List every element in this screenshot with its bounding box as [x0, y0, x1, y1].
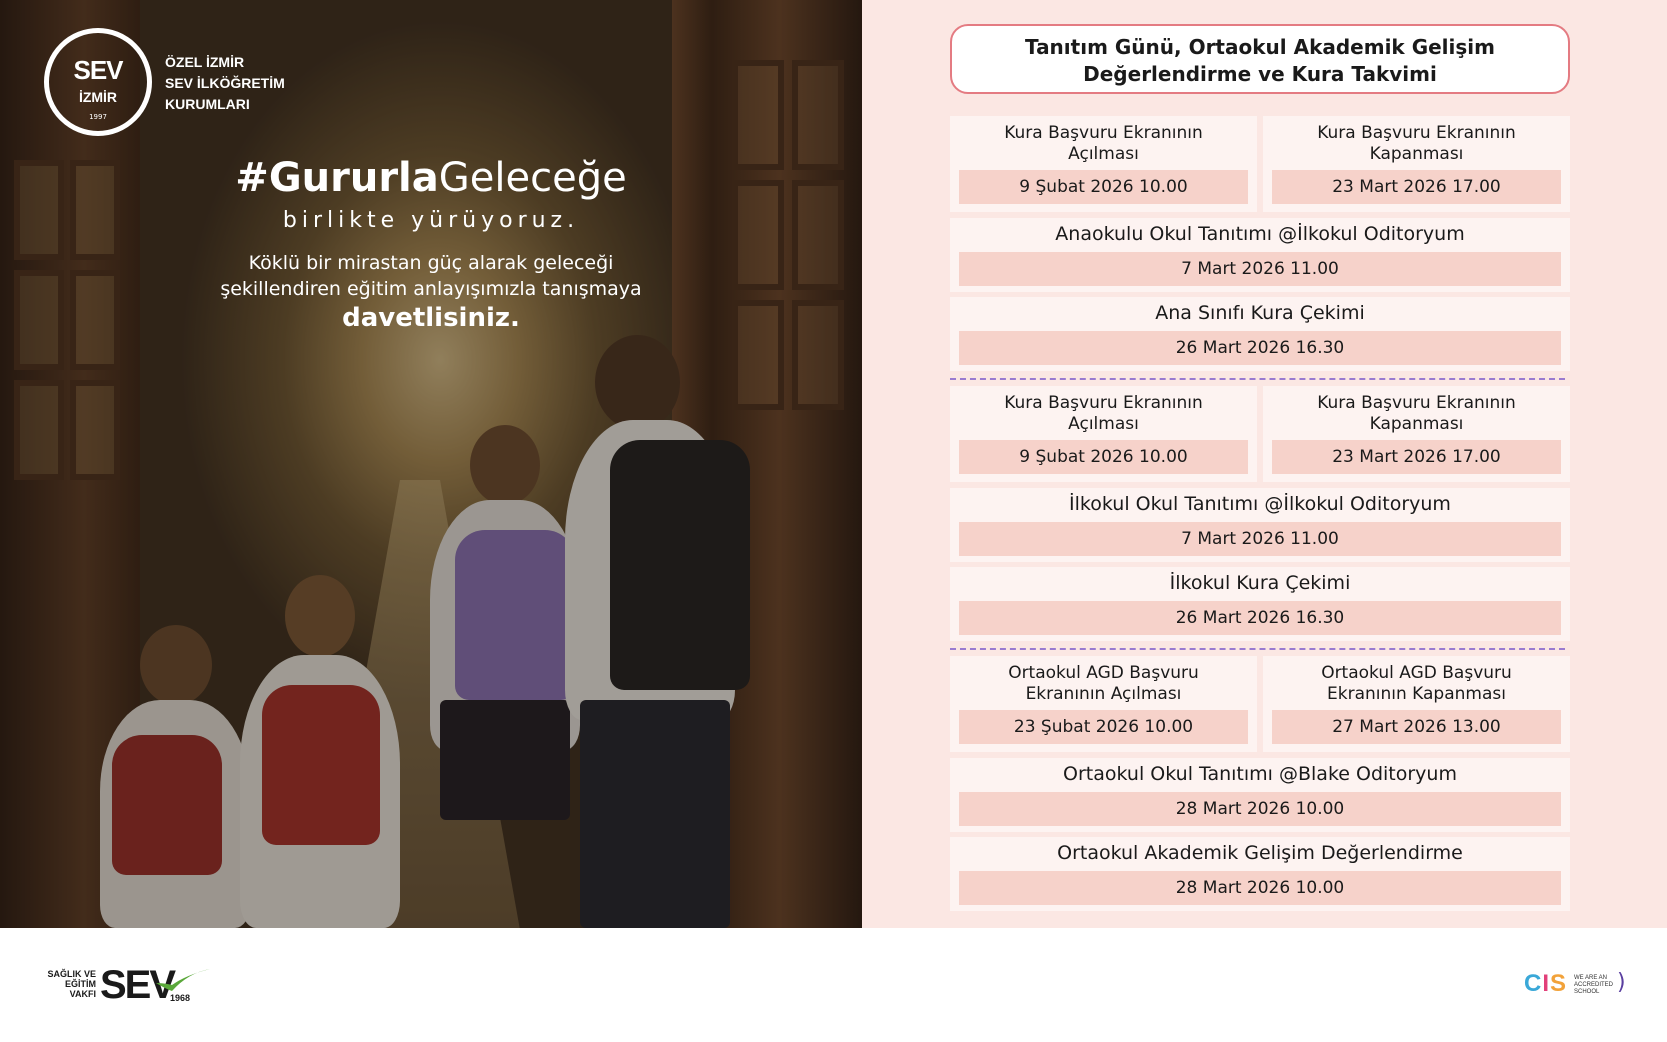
event-date: 23 Mart 2026 17.00 [1272, 440, 1561, 474]
event-label: Ortaokul Akademik Gelişim Değerlendirme [1057, 842, 1463, 864]
text-line: Açılması [1068, 414, 1139, 434]
text-line: WE ARE AN [1574, 975, 1608, 981]
schedule-row-card [950, 218, 1570, 292]
text-line: VAKFI [69, 989, 96, 999]
event-label: Anaokulu Okul Tanıtımı @İlkokul Oditoryum [1055, 223, 1465, 245]
event-date: 28 Mart 2026 10.00 [959, 792, 1561, 826]
intro-text [0, 250, 862, 302]
logo-year-text: 1997 [89, 113, 107, 121]
foundation-name: SEV [100, 963, 175, 1007]
event-date: 23 Mart 2026 17.00 [1272, 170, 1561, 204]
text-line: Ortaokul AGD Başvuru [1321, 663, 1512, 683]
text-line: Kura Başvuru Ekranının [1004, 393, 1203, 413]
event-label [950, 656, 1257, 705]
text-line: Ekranının Kapanması [1327, 684, 1506, 704]
schedule-pair-card [950, 116, 1257, 212]
schedule-title-line: Tanıtım Günü, Ortaokul Akademik Gelişim [1025, 35, 1495, 59]
schedule-pair-card [1263, 386, 1570, 482]
event-date: 7 Mart 2026 11.00 [959, 252, 1561, 286]
text-line: Kapanması [1369, 144, 1464, 164]
event-label [1263, 386, 1570, 435]
text-line: EĞİTİM [65, 979, 96, 989]
text-line: SAĞLIK VE [47, 969, 96, 979]
section-divider [950, 378, 1565, 380]
text-line: Açılması [1068, 144, 1139, 164]
event-label [950, 116, 1257, 165]
event-date: 27 Mart 2026 13.00 [1272, 710, 1561, 744]
text-line: Kura Başvuru Ekranının [1317, 393, 1516, 413]
hashtag-bold: #Gururla [235, 155, 439, 201]
sev-izmir-logo [44, 28, 152, 136]
institution-name [165, 52, 285, 115]
event-label: İlkokul Kura Çekimi [1169, 572, 1351, 594]
photo-overlay [0, 0, 862, 928]
event-label [950, 386, 1257, 435]
event-label: Ana Sınıfı Kura Çekimi [1155, 302, 1365, 324]
schedule-pair-card [950, 386, 1257, 482]
text-line: Ortaokul AGD Başvuru [1008, 663, 1199, 683]
institution-line: ÖZEL İZMİR [165, 54, 245, 70]
hero-photo [0, 0, 862, 928]
foundation-year: 1968 [170, 993, 191, 1003]
foundation-text [44, 969, 96, 999]
event-date: 23 Şubat 2026 10.00 [959, 710, 1248, 744]
schedule-row-card [950, 837, 1570, 911]
event-date: 26 Mart 2026 16.30 [959, 601, 1561, 635]
text-line: Kura Başvuru Ekranının [1317, 123, 1516, 143]
logo-sev-text: SEV [73, 55, 123, 85]
schedule-row-card [950, 567, 1570, 641]
schedule-title [950, 24, 1570, 94]
event-label [1263, 656, 1570, 705]
sev-foundation-logo [44, 965, 204, 1007]
event-date: 9 Şubat 2026 10.00 [959, 440, 1248, 474]
event-date: 26 Mart 2026 16.30 [959, 331, 1561, 365]
event-date: 28 Mart 2026 10.00 [959, 871, 1561, 905]
text-line: Kapanması [1369, 414, 1464, 434]
schedule-title-line: Değerlendirme ve Kura Takvimi [1083, 62, 1437, 86]
event-label: İlkokul Okul Tanıtımı @İlkokul Oditoryum [1069, 493, 1451, 515]
schedule-row-card [950, 758, 1570, 832]
schedule-pair-card [1263, 116, 1570, 212]
event-label: Ortaokul Okul Tanıtımı @Blake Oditoryum [1063, 763, 1457, 785]
invited-text: davetlisiniz. [342, 303, 520, 333]
text-line: Ekranının Açılması [1025, 684, 1182, 704]
logo-city-text: İZMİR [78, 89, 118, 105]
hashtag-heading [0, 155, 862, 201]
hashtag-light: Geleceğe [438, 155, 627, 201]
text-line: ACCREDITED [1574, 982, 1614, 988]
text-line: SCHOOL [1574, 989, 1600, 995]
paren-icon: ) [1617, 970, 1626, 995]
checkmark-icon [152, 967, 212, 993]
cis-letters: CIS [1524, 970, 1568, 997]
section-divider [950, 648, 1565, 650]
schedule-pair-card [950, 656, 1257, 752]
institution-line: KURUMLARI [165, 96, 250, 112]
institution-line: SEV İLKÖĞRETİM [165, 75, 285, 91]
schedule-row-card [950, 297, 1570, 371]
event-label [1263, 116, 1570, 165]
tagline: birlikte yürüyoruz. [282, 208, 580, 233]
text-line: Kura Başvuru Ekranının [1004, 123, 1203, 143]
event-date: 7 Mart 2026 11.00 [959, 522, 1561, 556]
schedule-row-card [950, 488, 1570, 562]
intro-line: şekillendiren eğitim anlayışımızla tanışmaya [220, 278, 642, 300]
intro-line: Köklü bir mirastan güç alarak geleceği [248, 252, 614, 274]
schedule-pair-card [1263, 656, 1570, 752]
event-date: 9 Şubat 2026 10.00 [959, 170, 1248, 204]
